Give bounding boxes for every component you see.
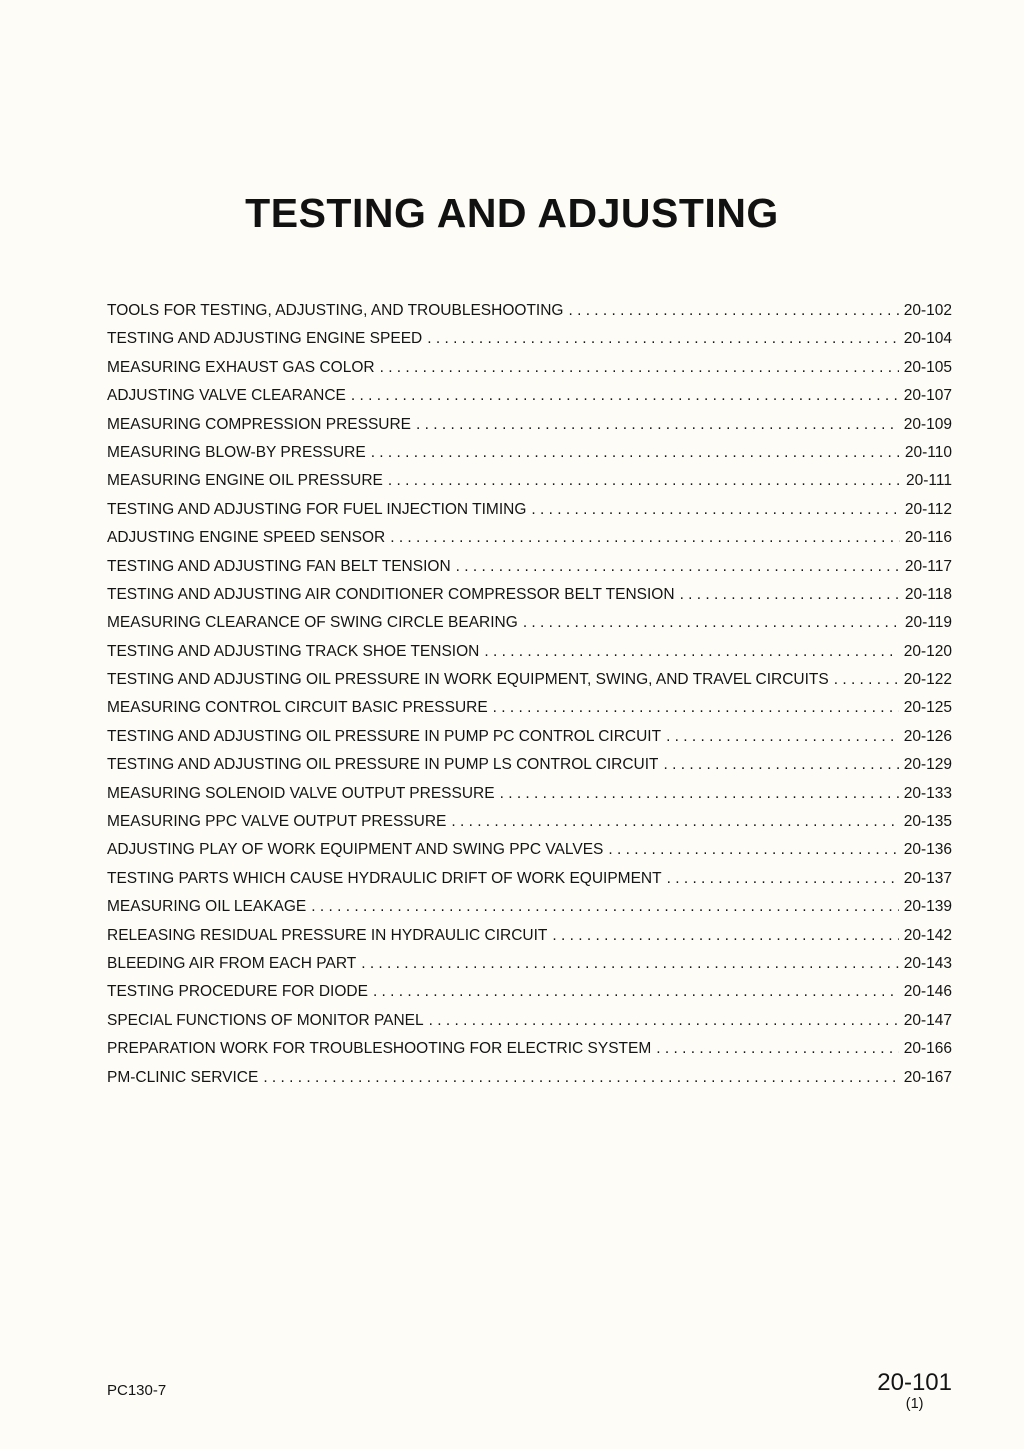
toc-page-number: 20-105 — [903, 358, 952, 376]
toc-page-number: 20-125 — [903, 699, 952, 717]
toc-page-number: 20-129 — [903, 756, 952, 774]
footer-page-block — [877, 1370, 952, 1413]
toc-entry-label: MEASURING BLOW-BY PRESSURE — [107, 443, 366, 461]
toc-leader-dots — [680, 581, 900, 609]
toc-page-number: 20-109 — [903, 415, 952, 433]
toc-entry-label: TESTING AND ADJUSTING OIL PRESSURE IN PUMP PC CONTROL CIRCUIT — [107, 727, 662, 745]
toc-leader-dots — [667, 865, 899, 893]
toc-page-number: 20-143 — [903, 954, 952, 972]
table-of-contents — [107, 297, 952, 1092]
toc-page-number: 20-111 — [906, 472, 952, 490]
toc-entry-label: MEASURING COMPRESSION PRESSURE — [107, 415, 412, 433]
toc-entry-label: TESTING AND ADJUSTING OIL PRESSURE IN WORK EQUIPMENT, SWING, AND TRAVEL CIRCUITS — [107, 671, 829, 689]
toc-page-number: 20-146 — [903, 983, 952, 1001]
toc-leader-dots — [531, 496, 899, 524]
footer-model-code: PC130-7 — [107, 1382, 167, 1399]
toc-leader-dots — [663, 751, 898, 779]
toc-leader-dots — [311, 893, 898, 921]
toc-page-number: 20-126 — [903, 727, 952, 745]
toc-row — [107, 922, 952, 950]
toc-page-number: 20-142 — [903, 926, 952, 944]
toc-page-number: 20-167 — [903, 1068, 952, 1086]
toc-page-number: 20-137 — [903, 869, 952, 887]
toc-leader-dots — [380, 354, 899, 382]
toc-row — [107, 467, 952, 495]
toc-leader-dots — [523, 609, 900, 637]
toc-row — [107, 950, 952, 978]
toc-entry-label: TESTING AND ADJUSTING ENGINE SPEED — [107, 330, 423, 348]
toc-row — [107, 638, 952, 666]
toc-row — [107, 354, 952, 382]
toc-entry-label: TESTING AND ADJUSTING TRACK SHOE TENSION — [107, 642, 480, 660]
toc-entry-label: MEASURING OIL LEAKAGE — [107, 898, 307, 916]
toc-leader-dots — [608, 836, 898, 864]
toc-page-number: 20-107 — [903, 387, 952, 405]
footer-page-number: 20-101 — [877, 1369, 952, 1396]
toc-row — [107, 1064, 952, 1092]
toc-entry-label: ADJUSTING VALVE CLEARANCE — [107, 387, 346, 405]
page-title: TESTING AND ADJUSTING — [245, 190, 779, 236]
toc-row — [107, 609, 952, 637]
toc-row — [107, 836, 952, 864]
toc-leader-dots — [656, 1035, 898, 1063]
toc-row — [107, 524, 952, 552]
toc-page-number: 20-116 — [904, 529, 952, 547]
toc-page-number: 20-133 — [903, 784, 952, 802]
toc-leader-dots — [351, 382, 899, 410]
toc-page-number: 20-110 — [904, 443, 952, 461]
toc-page-number: 20-166 — [903, 1040, 952, 1058]
toc-row — [107, 411, 952, 439]
toc-row — [107, 382, 952, 410]
toc-page-number: 20-112 — [904, 500, 952, 518]
toc-entry-label: ADJUSTING PLAY OF WORK EQUIPMENT AND SWING PPC VALVES — [107, 841, 604, 859]
toc-row — [107, 751, 952, 779]
toc-row — [107, 666, 952, 694]
toc-entry-label: PM-CLINIC SERVICE — [107, 1068, 259, 1086]
toc-leader-dots — [427, 325, 899, 353]
toc-row — [107, 1007, 952, 1035]
toc-row — [107, 893, 952, 921]
toc-page-number: 20-147 — [903, 1011, 952, 1029]
toc-row — [107, 694, 952, 722]
toc-page-number: 20-117 — [904, 557, 952, 575]
toc-entry-label: TOOLS FOR TESTING, ADJUSTING, AND TROUBLESHOOTING — [107, 302, 564, 319]
toc-page-number: 20-135 — [903, 813, 952, 831]
toc-entry-label: BLEEDING AIR FROM EACH PART — [107, 954, 357, 972]
toc-leader-dots — [666, 723, 899, 751]
toc-leader-dots — [456, 553, 900, 581]
toc-row — [107, 439, 952, 467]
toc-entry-label: PREPARATION WORK FOR TROUBLESHOOTING FOR ELECTRIC SYSTEM — [107, 1040, 652, 1058]
toc-leader-dots — [388, 467, 901, 495]
toc-row — [107, 865, 952, 893]
toc-entry-label: ADJUSTING ENGINE SPEED SENSOR — [107, 529, 386, 547]
toc-leader-dots — [373, 978, 899, 1006]
toc-row — [107, 780, 952, 808]
toc-entry-label: MEASURING ENGINE OIL PRESSURE — [107, 472, 383, 490]
toc-leader-dots — [371, 439, 900, 467]
toc-entry-label: MEASURING SOLENOID VALVE OUTPUT PRESSURE — [107, 784, 495, 802]
toc-page-number: 20-102 — [903, 302, 952, 319]
toc-leader-dots — [834, 666, 899, 694]
toc-entry-label: MEASURING PPC VALVE OUTPUT PRESSURE — [107, 813, 447, 831]
toc-row — [107, 1035, 952, 1063]
toc-leader-dots — [263, 1064, 898, 1092]
toc-leader-dots — [361, 950, 899, 978]
toc-page-number: 20-139 — [903, 898, 952, 916]
toc-leader-dots — [390, 524, 900, 552]
page-footer — [107, 1370, 952, 1413]
toc-row — [107, 553, 952, 581]
toc-entry-label: TESTING AND ADJUSTING FOR FUEL INJECTION TIMING — [107, 500, 527, 518]
toc-entry-label: MEASURING EXHAUST GAS COLOR — [107, 358, 375, 376]
toc-row — [107, 723, 952, 751]
toc-entry-label: TESTING AND ADJUSTING OIL PRESSURE IN PUMP LS CONTROL CIRCUIT — [107, 756, 659, 774]
toc-entry-label: MEASURING CONTROL CIRCUIT BASIC PRESSURE — [107, 699, 488, 717]
toc-entry-label: MEASURING CLEARANCE OF SWING CIRCLE BEARING — [107, 614, 518, 632]
toc-leader-dots — [500, 780, 899, 808]
toc-page-number: 20-104 — [903, 330, 952, 348]
toc-leader-dots — [552, 922, 898, 950]
toc-row — [107, 978, 952, 1006]
toc-leader-dots — [568, 297, 898, 325]
toc-leader-dots — [493, 694, 899, 722]
toc-entry-label: TESTING AND ADJUSTING AIR CONDITIONER COMPRESSOR BELT TENSION — [107, 585, 675, 603]
toc-row — [107, 325, 952, 353]
toc-entry-label: RELEASING RESIDUAL PRESSURE IN HYDRAULIC CIRCUIT — [107, 926, 548, 944]
toc-row — [107, 496, 952, 524]
toc-row — [107, 297, 952, 325]
toc-row — [107, 808, 952, 836]
toc-entry-label: TESTING PARTS WHICH CAUSE HYDRAULIC DRIFT OF WORK EQUIPMENT — [107, 869, 662, 887]
toc-leader-dots — [484, 638, 898, 666]
toc-leader-dots — [416, 411, 899, 439]
toc-page-number: 20-122 — [903, 671, 952, 689]
toc-leader-dots — [451, 808, 898, 836]
toc-row — [107, 581, 952, 609]
toc-entry-label: TESTING PROCEDURE FOR DIODE — [107, 983, 368, 1001]
toc-page-number: 20-119 — [904, 614, 952, 632]
toc-leader-dots — [429, 1007, 899, 1035]
toc-entry-label: TESTING AND ADJUSTING FAN BELT TENSION — [107, 557, 451, 575]
footer-page-sub-number: (1) — [905, 1396, 924, 1412]
toc-page-number: 20-120 — [903, 642, 952, 660]
toc-entry-label: SPECIAL FUNCTIONS OF MONITOR PANEL — [107, 1011, 424, 1029]
toc-page-number: 20-118 — [904, 585, 952, 603]
toc-page-number: 20-136 — [903, 841, 952, 859]
